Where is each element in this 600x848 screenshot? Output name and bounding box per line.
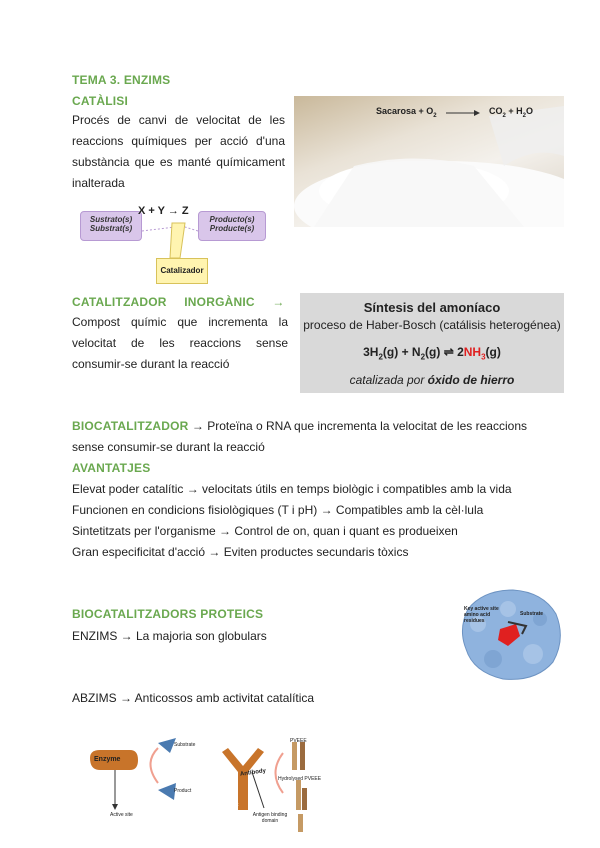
- avantatges-heading: AVANTATJES: [72, 461, 151, 475]
- page-title: TEMA 3. ENZIMS: [72, 73, 171, 87]
- inorganic-definition: Compost químic que incrementa la velocitat de les reaccions sense consumir-se durant la reacció: [72, 315, 288, 371]
- inorganic-heading: CATALITZADOR INORGÀNIC →: [72, 295, 285, 309]
- substrate-label-2: Substrat(s): [89, 224, 133, 233]
- sugar-co: CO: [489, 106, 503, 116]
- haber-eq-c: (g) ⇌ 2: [425, 345, 464, 359]
- diagram-hydrolysed-label: Hydrolysed PVEEE: [278, 776, 322, 782]
- diagram-fc-label: Fc: [233, 802, 239, 808]
- product-label-2: Producte(s): [209, 224, 255, 233]
- abzims-line: ABZIMS → Anticossos amb activitat catalítica: [72, 691, 315, 705]
- scheme-equation: X + Y → Z: [138, 205, 189, 217]
- haber-subtitle: proceso de Haber-Bosch (catálisis heterogénea): [303, 318, 561, 332]
- avantatge-item-1: Elevat poder catalític → velocitats útils en temps biològic i compatibles amb la vida: [72, 482, 512, 496]
- biocat-definition: [72, 416, 527, 458]
- sugar-o: O: [525, 106, 533, 116]
- haber-nh3: NH: [463, 345, 482, 359]
- catalyst-box: Catalizador: [156, 258, 208, 284]
- haber-footer-a: catalizada por: [349, 373, 428, 388]
- haber-eq-a-sub: 2: [378, 352, 383, 362]
- haber-eq-a: 3H: [363, 345, 379, 359]
- sugar-co-sub: 2: [502, 112, 506, 119]
- product-label-1: Producto(s): [209, 215, 255, 224]
- avantatge-item-3: Sintetitzats per l'organisme → Control de on, quan i quant es produeixen: [72, 524, 458, 538]
- catalysis-scheme: [80, 203, 270, 288]
- enzims-line: ENZIMS → La majoria son globulars: [72, 629, 267, 643]
- diagram-antigen-label: Antigen binding domain: [252, 812, 288, 824]
- diagram-enzyme-label: Enzyme: [94, 756, 121, 763]
- haber-nh3-sub: 3: [481, 352, 486, 362]
- catalisi-definition: Procés de canvi de velocitat de les reaccions químiques per acció d'una substància que es manté químicament inalterada: [72, 113, 285, 190]
- diagram-antibody-label: Antibody: [239, 768, 267, 778]
- haber-eq-b: (g) + N: [382, 345, 421, 359]
- sugar-h-sub: 2: [522, 112, 526, 119]
- section-catalisi-heading: CATÀLISI: [72, 94, 129, 108]
- haber-footer-b: óxido de hierro: [427, 373, 515, 388]
- sugar-photo: [294, 96, 564, 227]
- haber-title: Síntesis del amoníaco: [363, 300, 501, 315]
- avantatge-item-2: Funcionen en condicions fisiològiques (T i pH) → Compatibles amb la cèl·lula: [72, 503, 484, 517]
- biocat-text: → Proteïna o RNA que incrementa la velocitat de les reaccions sense consumir-se durant la reacció: [72, 419, 527, 454]
- proteics-heading: BIOCATALITZADORS PROTEICS: [72, 607, 264, 621]
- sugar-h: + H: [505, 106, 523, 116]
- protein-label-substrate: Substrate: [520, 611, 544, 617]
- sugar-reaction-left: Sacarosa + O: [376, 106, 434, 116]
- protein-label-active: Key active site amino acid residues: [464, 606, 499, 624]
- diagram-substrate-label: Substrate: [174, 742, 196, 748]
- biocat-heading: BIOCATALITZADOR: [72, 419, 189, 433]
- diagram-active-site-label: Active site: [110, 812, 133, 818]
- haber-footer: [300, 373, 564, 387]
- diagram-product-label: Product: [174, 788, 192, 794]
- haber-bosch-box: [300, 293, 564, 393]
- haber-equation: [300, 345, 564, 361]
- enzyme-antibody-diagram: [88, 738, 328, 833]
- haber-eq-d: (g): [485, 345, 501, 359]
- avantatge-item-4: Gran especificitat d'acció → Eviten productes secundaris tòxics: [72, 545, 409, 559]
- diagram-pveee-label: PVEEE: [290, 738, 307, 744]
- haber-eq-b-sub: 2: [420, 352, 426, 362]
- substrate-label-1: Sustrato(s): [89, 215, 133, 224]
- sugar-sub: 2: [433, 112, 437, 119]
- enzyme-structure-image: [448, 584, 566, 684]
